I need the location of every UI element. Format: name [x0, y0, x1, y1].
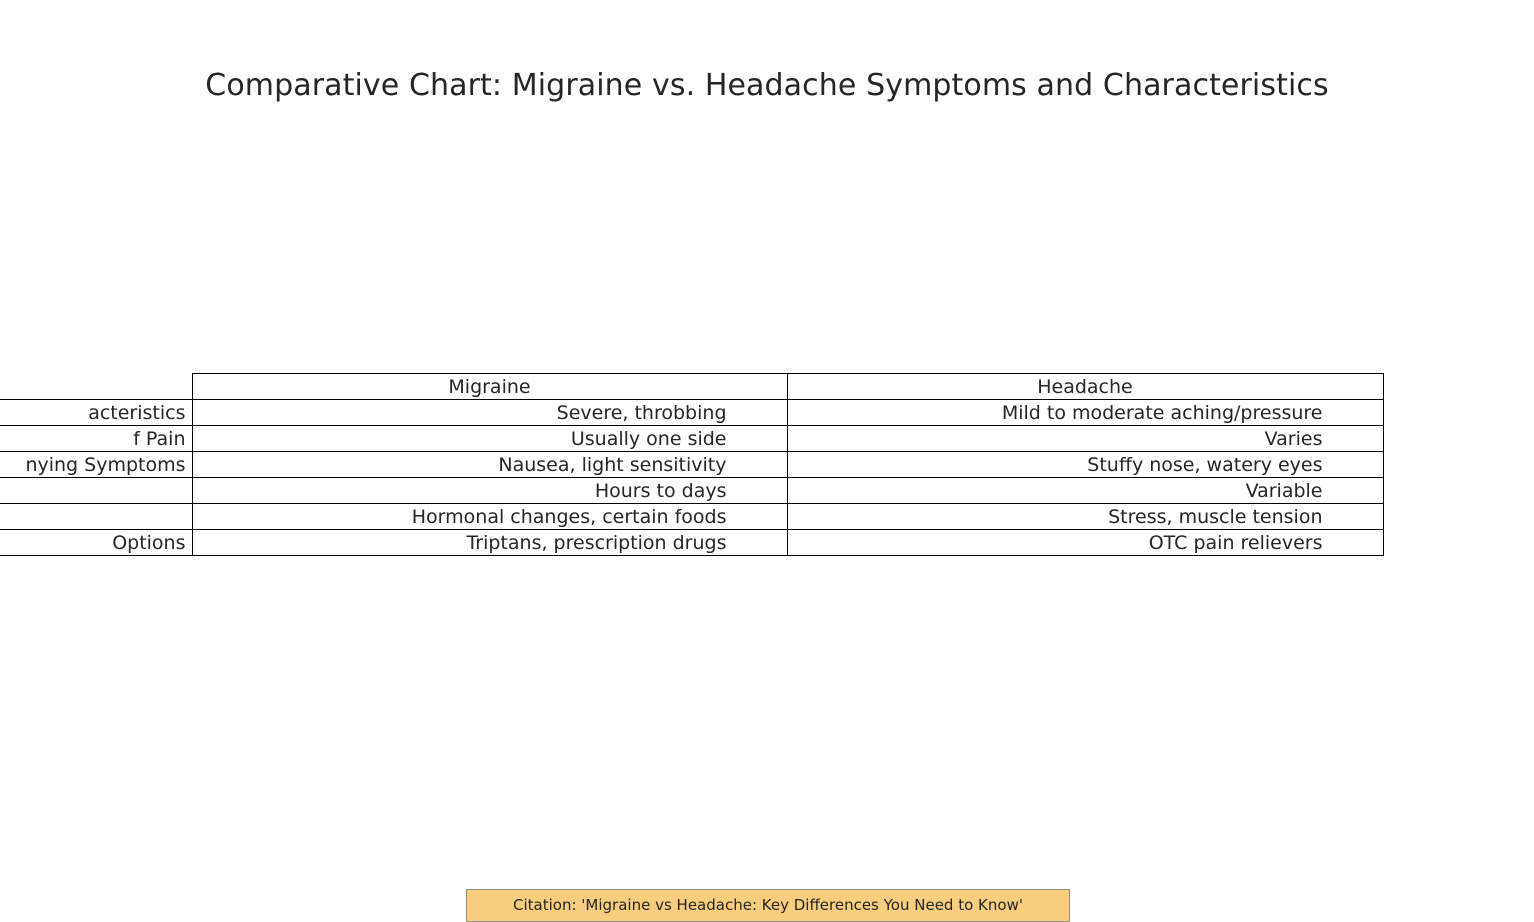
- table-row: [0, 452, 1383, 478]
- table-row: [0, 400, 1383, 426]
- row-label-duration: [0, 478, 192, 504]
- table-header-row: [0, 374, 1383, 400]
- table-row: [0, 530, 1383, 556]
- table-row: [0, 504, 1383, 530]
- column-header-headache: Headache: [787, 374, 1383, 400]
- cell-migraine-duration: Hours to days: [192, 478, 787, 504]
- table-corner-cell: [0, 374, 192, 400]
- table-row: [0, 478, 1383, 504]
- row-label-location-of-pain: f Pain: [0, 426, 192, 452]
- cell-migraine-location-of-pain: Usually one side: [192, 426, 787, 452]
- row-label-triggers: [0, 504, 192, 530]
- cell-headache-accompanying-symptoms: Stuffy nose, watery eyes: [787, 452, 1383, 478]
- cell-headache-duration: Variable: [787, 478, 1383, 504]
- cell-headache-characteristics: Mild to moderate aching/pressure: [787, 400, 1383, 426]
- cell-headache-location-of-pain: Varies: [787, 426, 1383, 452]
- row-label-treatment-options: Options: [0, 530, 192, 556]
- cell-migraine-treatment-options: Triptans, prescription drugs: [192, 530, 787, 556]
- cell-migraine-triggers: Hormonal changes, certain foods: [192, 504, 787, 530]
- column-header-migraine: Migraine: [192, 374, 787, 400]
- row-label-accompanying-symptoms: nying Symptoms: [0, 452, 192, 478]
- citation-box: Citation: 'Migraine vs Headache: Key Differences You Need to Know': [466, 889, 1070, 922]
- cell-migraine-accompanying-symptoms: Nausea, light sensitivity: [192, 452, 787, 478]
- cell-migraine-characteristics: Severe, throbbing: [192, 400, 787, 426]
- cell-headache-treatment-options: OTC pain relievers: [787, 530, 1383, 556]
- table-row: [0, 426, 1383, 452]
- comparison-table-container: [0, 373, 1383, 556]
- row-label-characteristics: acteristics: [0, 400, 192, 426]
- comparison-table: [0, 373, 1384, 556]
- cell-headache-triggers: Stress, muscle tension: [787, 504, 1383, 530]
- page-title: Comparative Chart: Migraine vs. Headache Symptoms and Characteristics: [205, 68, 1329, 103]
